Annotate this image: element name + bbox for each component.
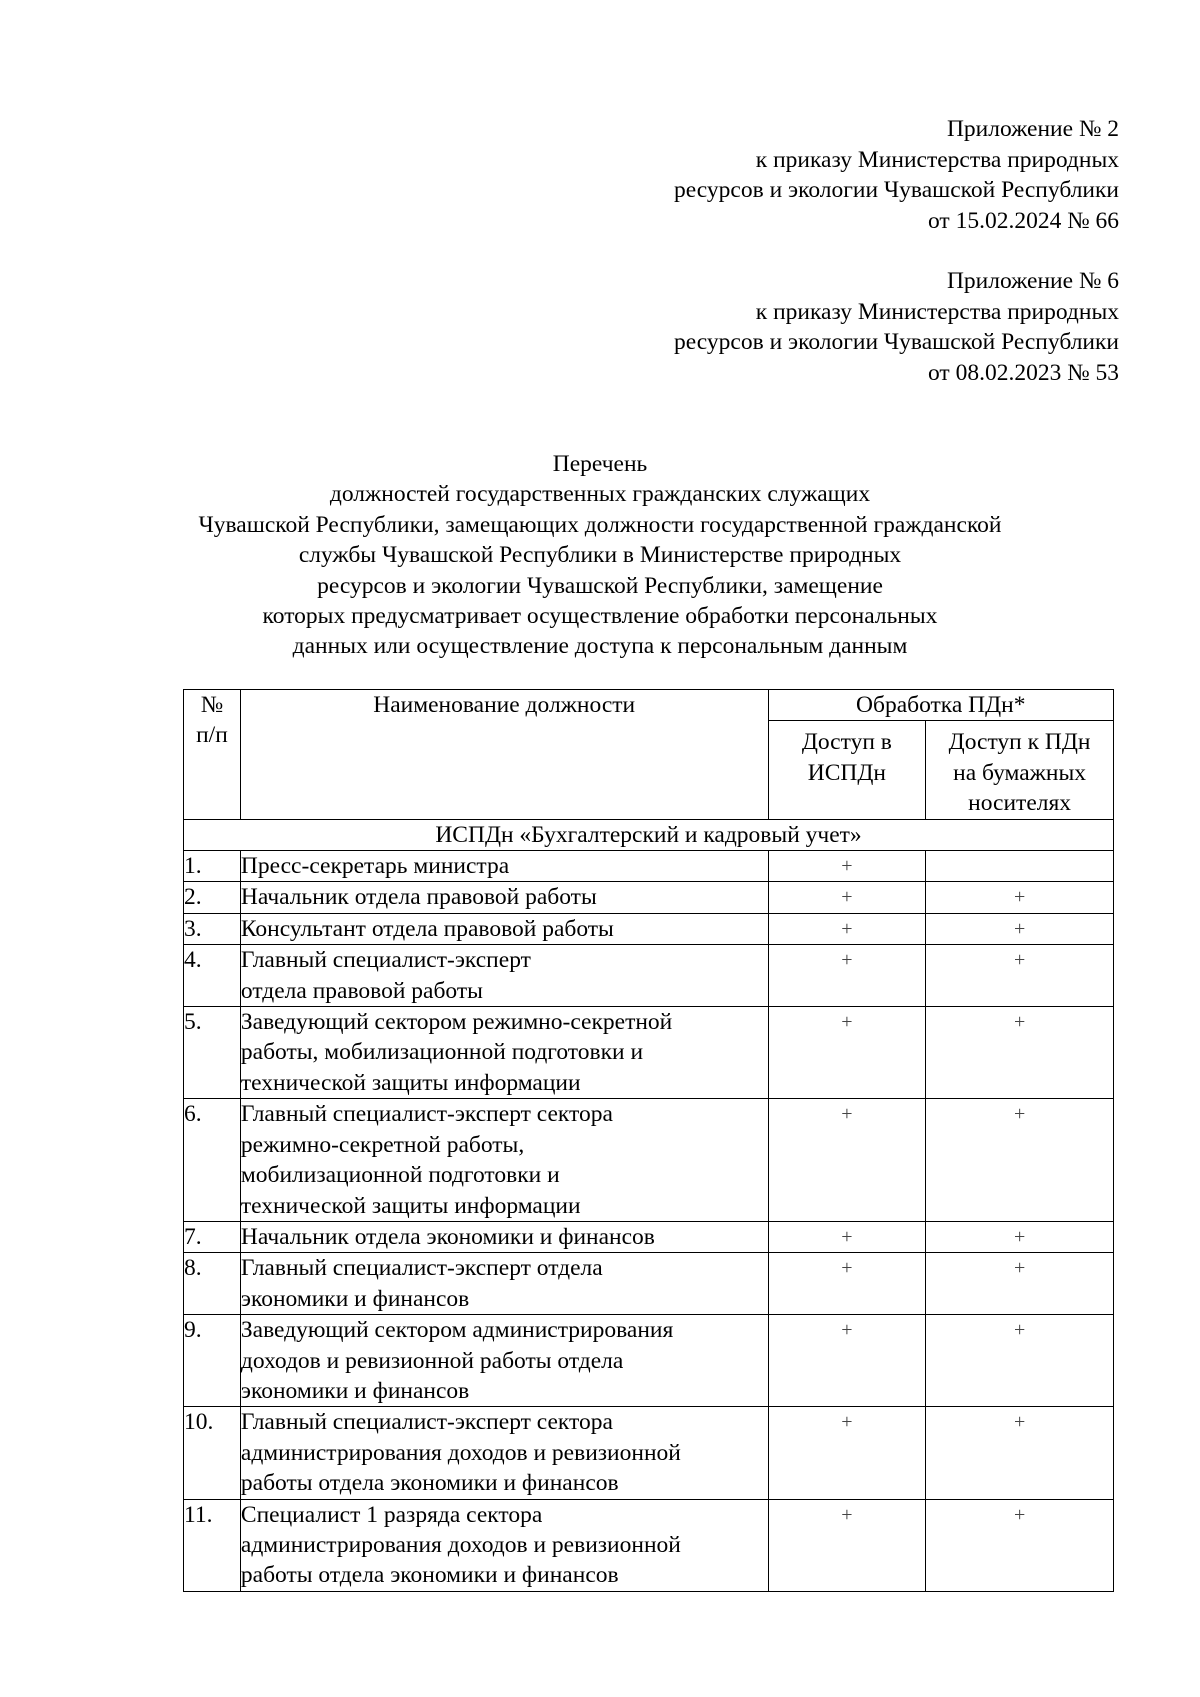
- appendix-6-reference: [674, 266, 1119, 388]
- header-line: Доступ к ПДн: [948, 729, 1091, 756]
- position-name: [240, 1007, 768, 1099]
- paper-access-mark: +: [926, 1007, 1114, 1099]
- paper-access-mark: [926, 851, 1114, 882]
- position-name: [240, 882, 768, 913]
- position-name-line: Главный специалист-эксперт сектора: [240, 1409, 613, 1436]
- header-number: [184, 690, 241, 820]
- row-number: 5.: [184, 1007, 241, 1099]
- position-name-line: Начальник отдела экономики и финансов: [240, 1223, 655, 1250]
- position-name-line: отдела правовой работы: [240, 977, 483, 1004]
- position-name-line: экономики и финансов: [240, 1377, 470, 1404]
- ispdn-access-mark: +: [768, 1007, 926, 1099]
- paper-access-mark: +: [926, 882, 1114, 913]
- appendix-order-line: к приказу Министерства природных: [755, 146, 1119, 173]
- table-row: [184, 1253, 1114, 1315]
- row-number: 4.: [184, 945, 241, 1007]
- position-name-line: Главный специалист-эксперт: [240, 947, 531, 974]
- position-name-line: Главный специалист-эксперт сектора: [240, 1101, 613, 1128]
- paper-access-mark: +: [926, 1315, 1114, 1407]
- header-position-name: Наименование должности: [240, 690, 768, 820]
- appendix-order-date: от 08.02.2023 № 53: [927, 359, 1119, 386]
- appendix-order-date: от 15.02.2024 № 66: [927, 207, 1119, 234]
- title-line: ресурсов и экологии Чувашской Республики, замещение: [317, 572, 883, 599]
- table-row: [184, 1099, 1114, 1222]
- position-name: [240, 1099, 768, 1222]
- ispdn-access-mark: +: [768, 1099, 926, 1222]
- row-number: 8.: [184, 1253, 241, 1315]
- ispdn-access-mark: +: [768, 1253, 926, 1315]
- position-name: [240, 945, 768, 1007]
- position-name: [240, 851, 768, 882]
- header-line: носителях: [968, 790, 1072, 817]
- title-line: которых предусматривает осуществление обработки персональных: [262, 603, 938, 630]
- position-name: [240, 1315, 768, 1407]
- header-paper-access: [926, 721, 1114, 819]
- table-row: [184, 882, 1114, 913]
- ispdn-access-mark: +: [768, 913, 926, 944]
- appendix-number: Приложение № 2: [946, 116, 1119, 142]
- appendix-order-line: к приказу Министерства природных: [755, 298, 1119, 325]
- header-processing: Обработка ПДн*: [768, 690, 1114, 721]
- title-line: должностей государственных гражданских служащих: [329, 481, 871, 508]
- ispdn-access-mark: +: [768, 1407, 926, 1499]
- table-row: [184, 945, 1114, 1007]
- position-name-line: Заведующий сектором режимно-секретной: [240, 1009, 673, 1036]
- position-name-line: Главный специалист-эксперт отдела: [240, 1255, 603, 1282]
- position-name-line: технической защиты информации: [240, 1069, 581, 1096]
- ispdn-access-mark: +: [768, 1499, 926, 1591]
- header-ispdn-access: [768, 721, 926, 819]
- group-row: [184, 819, 1114, 850]
- position-name-line: Специалист 1 разряда сектора: [240, 1501, 543, 1528]
- position-name-line: доходов и ревизионной работы отдела: [240, 1347, 624, 1374]
- appendix-order-line: ресурсов и экологии Чувашской Республики: [674, 329, 1119, 355]
- position-name-line: режимно-секретной работы,: [240, 1131, 525, 1158]
- ispdn-access-mark: +: [768, 882, 926, 913]
- table-row: [184, 1221, 1114, 1252]
- row-number: 3.: [184, 913, 241, 944]
- paper-access-mark: +: [926, 945, 1114, 1007]
- header-line: ИСПДн: [807, 759, 886, 786]
- appendix-2-reference: [674, 114, 1119, 236]
- position-name-line: администрирования доходов и ревизионной: [240, 1531, 681, 1558]
- appendix-number: Приложение № 6: [946, 268, 1119, 294]
- position-name: [240, 1499, 768, 1591]
- ispdn-access-mark: +: [768, 1221, 926, 1252]
- table-row: [184, 1007, 1114, 1099]
- paper-access-mark: +: [926, 1499, 1114, 1591]
- row-number: 10.: [184, 1407, 241, 1499]
- position-name: [240, 1253, 768, 1315]
- appendix-order-line: ресурсов и экологии Чувашской Республики: [674, 177, 1119, 203]
- ispdn-access-mark: +: [768, 851, 926, 882]
- ispdn-access-mark: +: [768, 945, 926, 1007]
- position-name-line: работы отдела экономики и финансов: [240, 1562, 619, 1589]
- header-number-line: №: [200, 692, 224, 718]
- header-number-line: п/п: [196, 722, 228, 749]
- document-title: [0, 449, 1200, 662]
- paper-access-mark: +: [926, 1253, 1114, 1315]
- table-row: [184, 851, 1114, 882]
- row-number: 11.: [184, 1499, 241, 1591]
- position-name-line: экономики и финансов: [240, 1285, 470, 1312]
- header-line: на бумажных: [953, 759, 1087, 786]
- position-name: [240, 1221, 768, 1252]
- position-name-line: мобилизационной подготовки и: [240, 1162, 560, 1189]
- row-number: 9.: [184, 1315, 241, 1407]
- title-line: Чувашской Республики, замещающих должности государственной гражданской: [198, 511, 1002, 538]
- position-name-line: администрирования доходов и ревизионной: [240, 1439, 681, 1466]
- paper-access-mark: +: [926, 1099, 1114, 1222]
- paper-access-mark: +: [926, 1221, 1114, 1252]
- position-name-line: Начальник отдела правовой работы: [240, 884, 597, 911]
- group-title: ИСПДн «Бухгалтерский и кадровый учет»: [184, 819, 1114, 850]
- position-name: [240, 1407, 768, 1499]
- position-name-line: работы, мобилизационной подготовки и: [240, 1039, 644, 1066]
- position-name-line: Консультант отдела правовой работы: [240, 915, 614, 942]
- title-line: данных или осуществление доступа к персональным данным: [292, 633, 908, 660]
- ispdn-access-mark: +: [768, 1315, 926, 1407]
- table-row: [184, 1407, 1114, 1499]
- table-row: [184, 1499, 1114, 1591]
- row-number: 6.: [184, 1099, 241, 1222]
- positions-table: [183, 689, 1114, 1592]
- row-number: 1.: [184, 851, 241, 882]
- row-number: 7.: [184, 1221, 241, 1252]
- header-line: Доступ в: [801, 729, 892, 756]
- paper-access-mark: +: [926, 913, 1114, 944]
- header-row: [184, 690, 1114, 721]
- position-name-line: Заведующий сектором администрирования: [240, 1317, 674, 1344]
- position-name-line: технической защиты информации: [240, 1192, 581, 1219]
- paper-access-mark: +: [926, 1407, 1114, 1499]
- row-number: 2.: [184, 882, 241, 913]
- position-name: [240, 913, 768, 944]
- title-line: Перечень: [552, 451, 648, 477]
- position-name-line: работы отдела экономики и финансов: [240, 1470, 619, 1497]
- table-row: [184, 913, 1114, 944]
- position-name-line: Пресс-секретарь министра: [240, 853, 510, 880]
- title-line: службы Чувашской Республики в Министерстве природных: [298, 542, 902, 569]
- table-row: [184, 1315, 1114, 1407]
